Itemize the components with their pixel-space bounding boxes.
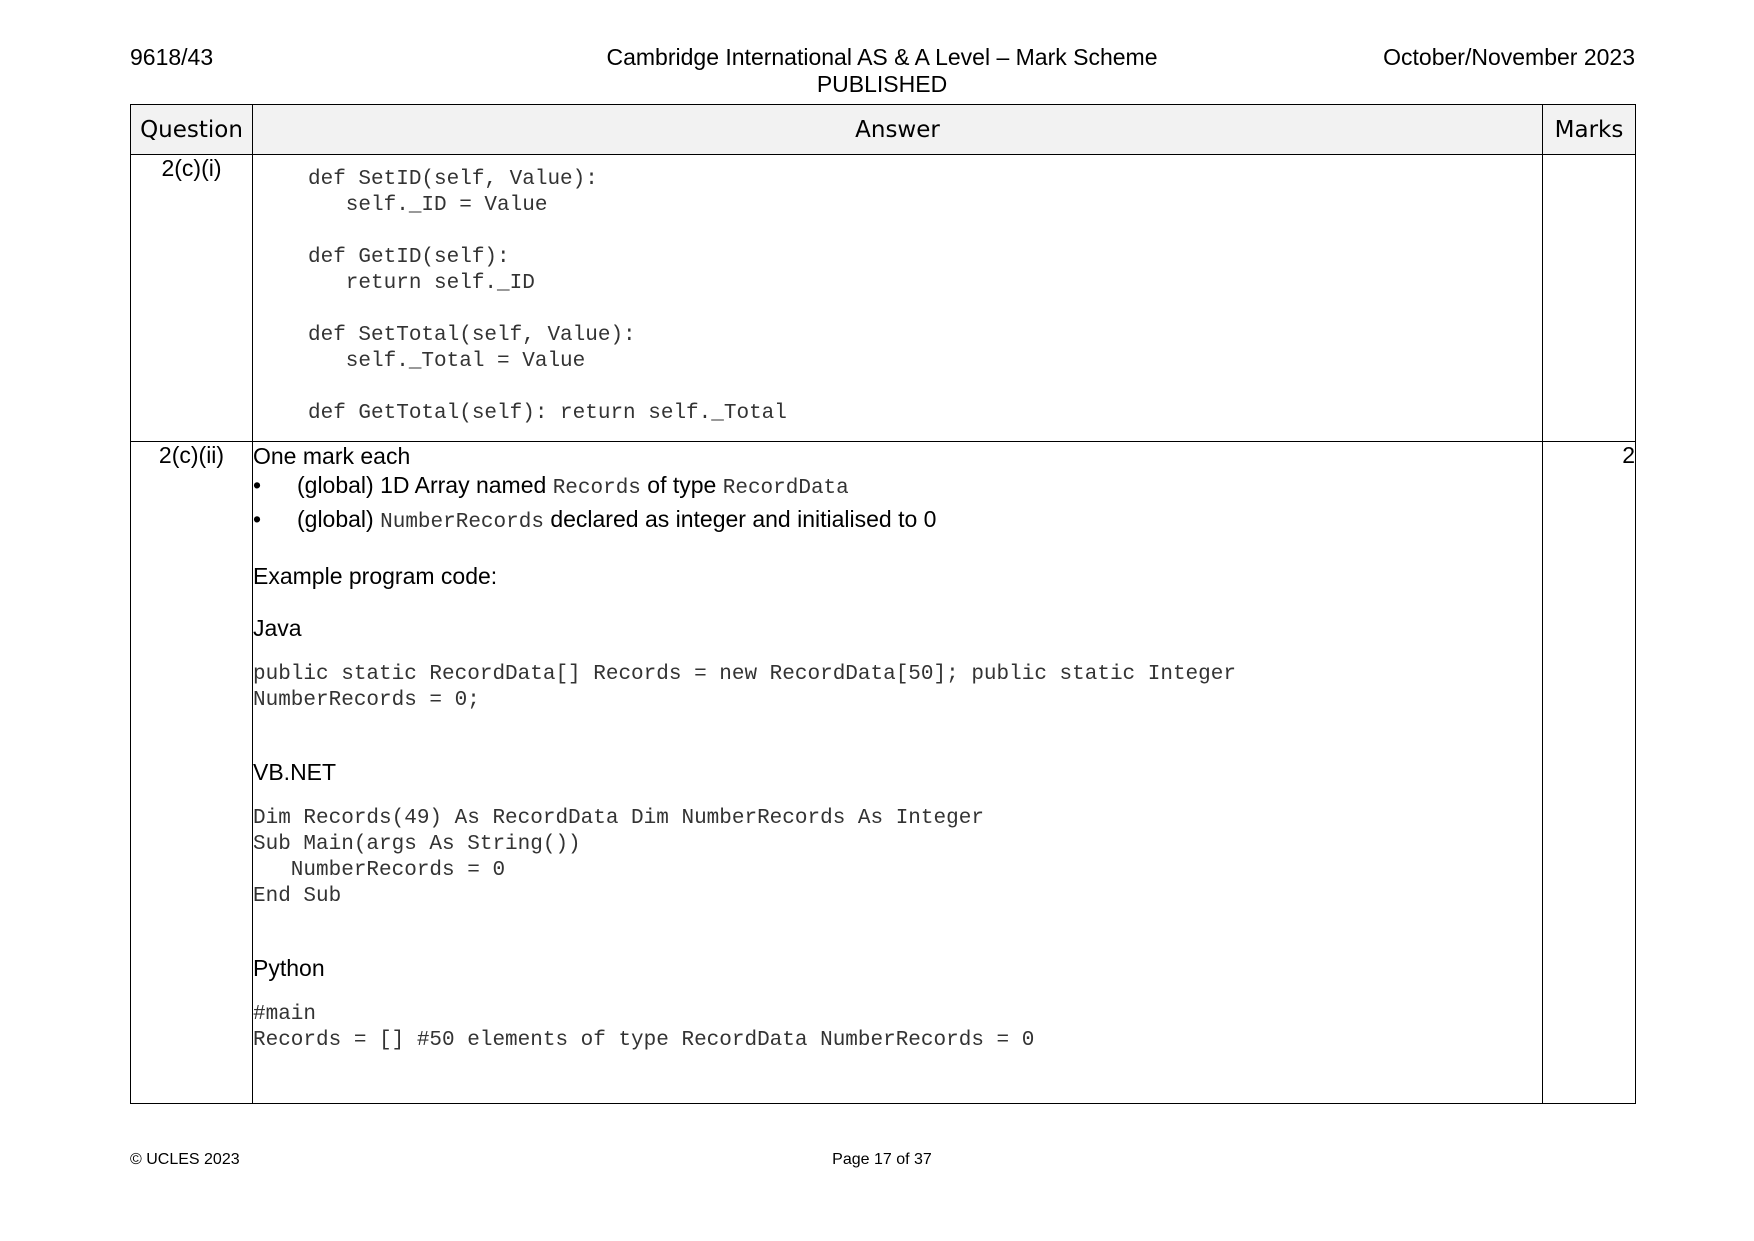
answer-cell xyxy=(253,442,1543,1104)
marks-cell: 2 xyxy=(1543,442,1636,1104)
code-line: public static RecordData[] Records = new RecordData[50]; public static Integer xyxy=(253,663,1236,686)
code-line: return self._ID xyxy=(308,272,535,295)
code-line: def SetTotal(self, Value): xyxy=(308,324,636,347)
code-line: Records = [] #50 elements of type RecordData NumberRecords = 0 xyxy=(253,1029,1035,1052)
language-heading-vbnet: VB.NET xyxy=(253,759,337,785)
mark-point xyxy=(253,470,1542,504)
code-line: NumberRecords = 0; xyxy=(253,689,480,712)
column-header-question: Question xyxy=(131,105,253,155)
code-line: self._ID = Value xyxy=(308,194,548,217)
code-line: #main xyxy=(253,1003,317,1026)
mark-scheme-table xyxy=(130,104,1636,1104)
language-heading-java: Java xyxy=(253,615,302,641)
code-line: def GetID(self): xyxy=(308,246,510,269)
language-heading-python: Python xyxy=(253,955,325,981)
code-line: NumberRecords = 0 xyxy=(253,859,506,882)
bullet-text: (global) 1D Array named xyxy=(297,472,553,498)
code-line: Dim Records(49) As RecordData Dim NumberRecords As Integer xyxy=(253,807,984,830)
table-row xyxy=(131,155,1636,442)
title-line: Cambridge International AS & A Level – Mark Scheme xyxy=(606,44,1158,70)
code-line: def GetTotal(self): return self._Total xyxy=(308,402,787,425)
table-row xyxy=(131,442,1636,1104)
question-number: 2(c)(ii) xyxy=(131,442,253,1104)
code-term: Records xyxy=(552,477,641,500)
code-term: RecordData xyxy=(722,477,849,500)
paper-code: 9618/43 xyxy=(130,44,214,70)
marks-cell xyxy=(1543,155,1636,442)
code-line: End Sub xyxy=(253,885,342,908)
bullet-text: declared as integer and initialised to 0 xyxy=(543,506,937,532)
code-term: NumberRecords xyxy=(380,511,544,534)
column-header-answer: Answer xyxy=(253,105,1543,155)
code-line: self._Total = Value xyxy=(308,350,586,373)
column-header-marks: Marks xyxy=(1543,105,1636,155)
python-code xyxy=(253,1002,1542,1054)
mark-point xyxy=(253,504,1542,538)
page-number: Page 17 of 37 xyxy=(832,1151,932,1168)
bullet-text: (global) xyxy=(297,506,381,532)
exam-session: October/November 2023 xyxy=(1383,44,1635,70)
copyright: © UCLES 2023 xyxy=(130,1151,240,1168)
answer-cell xyxy=(253,155,1543,442)
python-class-code xyxy=(308,167,1542,427)
java-code xyxy=(253,662,1542,714)
example-label: Example program code: xyxy=(253,563,498,589)
bullet-text: of type xyxy=(640,472,723,498)
vbnet-code xyxy=(253,806,1542,910)
published-label: PUBLISHED xyxy=(816,71,948,97)
mark-points xyxy=(253,470,1542,538)
code-line: def SetID(self, Value): xyxy=(308,168,598,191)
code-line: Sub Main(args As String()) xyxy=(253,833,581,856)
mark-intro: One mark each xyxy=(253,443,411,469)
question-number: 2(c)(i) xyxy=(131,155,253,442)
table-header-row xyxy=(131,105,1636,155)
